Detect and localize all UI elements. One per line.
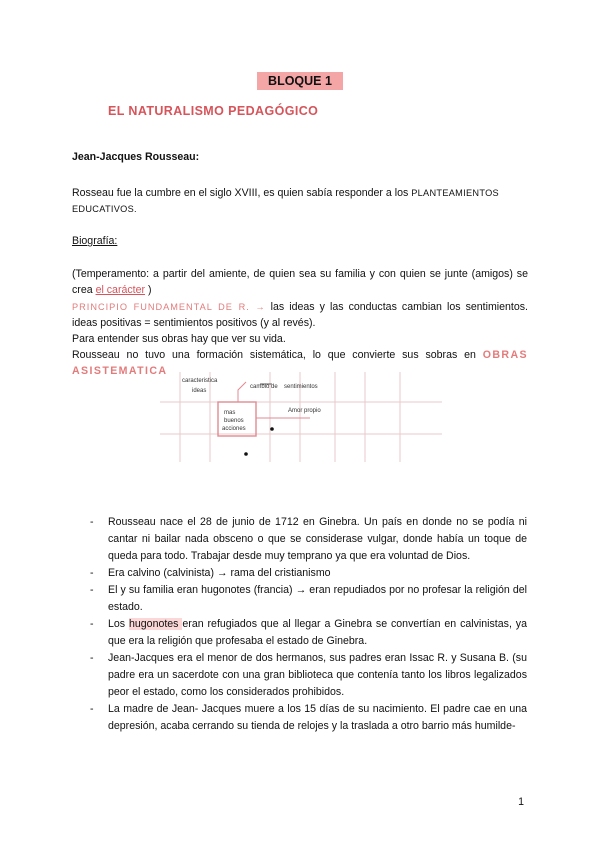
list-item-text: La madre de Jean- Jacques muere a los 15 días de su nacimiento. El padre cae en una depresión, acaba cerrando su tienda de relojes y la traslada a otro barrio más humilde- xyxy=(108,703,527,732)
list-item-text: eran refugiados que al llegar a Ginebra se convertían en calvinistas, ya que era la religión que profesaba el estado de Ginebra. xyxy=(108,618,527,647)
list-item-text: Era calvino (calvinista) → rama del cristianismo xyxy=(108,567,331,579)
sketch-label-amor-propio: Amor propio xyxy=(288,408,321,414)
list-dash: - xyxy=(90,618,94,630)
block-title: BLOQUE 1 xyxy=(257,72,343,90)
list-item xyxy=(90,565,527,582)
sketch-label-acciones: acciones xyxy=(222,426,246,432)
biography-label: Biografía: xyxy=(72,235,118,247)
list-item xyxy=(90,582,527,616)
sketch-label-buenos: buenos xyxy=(224,418,244,424)
temperament-close: ) xyxy=(145,284,152,296)
list-item xyxy=(90,701,527,735)
sketch-label-cambio: cambio de xyxy=(250,384,278,390)
list-item-pre: Los xyxy=(108,618,129,630)
list-dash: - xyxy=(90,703,94,715)
intro-caps: PLANTEAMIENTOS EDUCATIVOS. xyxy=(72,188,499,214)
list-item-text: Jean-Jacques era el menor de dos hermanos, sus padres eran Issac R. y Susana B. (su padre era un sacerdote con una gran biblioteca que contenía tanto los libros legalizados peor el estado, como los considerados prohibidos. xyxy=(108,652,527,698)
obras-line: Para entender sus obras hay que ver su vida. xyxy=(72,333,286,345)
sketch-label-caracteristica: caracteristica xyxy=(182,378,218,384)
intro-text: Rosseau fue la cumbre en el siglo XVIII, es quien sabía responder a los xyxy=(72,187,412,199)
page-number: 1 xyxy=(518,796,524,808)
list-item-text: Rousseau nace el 28 de junio de 1712 en Ginebra. Un país en donde no se podía ni cantar ni bailar nada obsceno o que se considerase vulgar, donde había un toque de queda para todo. Trabajar desde muy temprano ya que era voluntad de Dios. xyxy=(108,516,527,562)
hugonotes-highlight: hugonotes xyxy=(129,618,183,630)
section-subtitle: EL NATURALISMO PEDAGÓGICO xyxy=(108,104,319,118)
list-item xyxy=(90,616,527,650)
concept-sketch xyxy=(160,372,442,462)
sketch-label-mas: mas xyxy=(224,410,236,416)
sketch-label-ideas: ideas xyxy=(192,388,207,394)
temperament-paragraph xyxy=(72,266,528,298)
caracter-link[interactable]: el carácter xyxy=(95,284,146,296)
list-item xyxy=(90,514,527,565)
formation-text: Rousseau no tuvo una formación sistemática, lo que convierte sus sobras en xyxy=(72,349,483,361)
list-dash: - xyxy=(90,567,94,579)
principle-text: las ideas y las conductas cambian los sentimientos. ideas positivas = sentimientos positivos (y al revés). xyxy=(72,301,529,329)
biography-list xyxy=(90,514,527,735)
principle-label: PRINCIPIO FUNDAMENTAL DE R. → xyxy=(72,302,266,312)
author-heading: Jean-Jacques Rousseau: xyxy=(72,151,200,163)
principle-paragraph xyxy=(72,299,528,331)
intro-paragraph xyxy=(72,185,528,217)
list-dash: - xyxy=(90,652,94,664)
list-item xyxy=(90,650,527,701)
formation-highlight: OBRAS ASISTEMATICA xyxy=(72,349,528,377)
temperament-text: (Temperamento: a partir del amiente, de quien sea su familia y con quien se junte (amigos) se crea xyxy=(72,268,528,296)
list-dash: - xyxy=(90,584,94,596)
list-dash: - xyxy=(90,516,94,528)
sketch-label-sentimientos: sentimientos xyxy=(284,384,318,390)
list-item-text: El y su familia eran hugonotes (francia) → eran repudiados por no profesar la religión del estado. xyxy=(108,584,527,613)
